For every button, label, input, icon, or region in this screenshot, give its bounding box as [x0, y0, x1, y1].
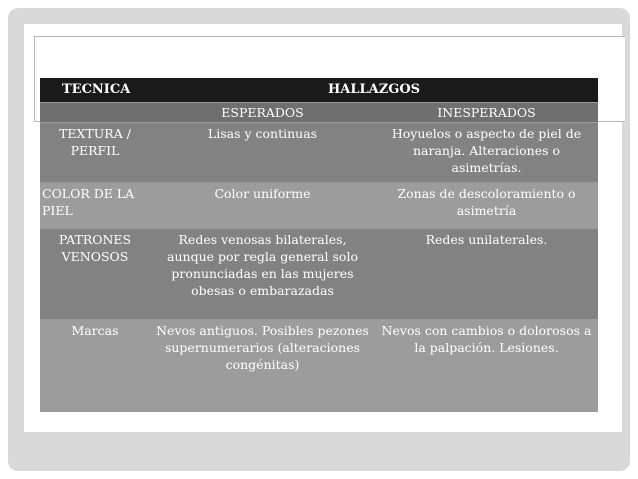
table-row — [40, 228, 598, 319]
row-expected: Lisas y continuas — [150, 122, 375, 182]
slide-background — [8, 8, 630, 471]
row-expected: Color uniforme — [150, 182, 375, 228]
row-technique: COLOR DE LA PIEL — [40, 182, 150, 228]
row-technique: Marcas — [40, 319, 150, 412]
header-technique: TECNICA — [40, 78, 150, 102]
row-technique: TEXTURA / PERFIL — [40, 122, 150, 182]
row-unexpected: Redes unilaterales. — [375, 228, 598, 319]
header-findings: HALLAZGOS — [150, 78, 598, 102]
row-expected: Nevos antiguos. Posibles pezones supernumerarios (alteraciones congénitas) — [150, 319, 375, 412]
row-expected: Redes venosas bilaterales, aunque por regla general solo pronunciadas en las mujeres obesas o embarazadas — [150, 228, 375, 319]
table-row — [40, 182, 598, 228]
subheader-blank — [40, 102, 150, 122]
row-unexpected: Nevos con cambios o dolorosos a la palpación. Lesiones. — [375, 319, 598, 412]
findings-table — [40, 78, 598, 412]
findings-table-container — [40, 78, 598, 412]
table-subheader-row — [40, 102, 598, 122]
subheader-unexpected: INESPERADOS — [375, 102, 598, 122]
table-row — [40, 319, 598, 412]
row-unexpected: Zonas de descoloramiento o asimetría — [375, 182, 598, 228]
table-header-row — [40, 78, 598, 102]
table-row — [40, 122, 598, 182]
row-unexpected: Hoyuelos o aspecto de piel de naranja. Alteraciones o asimetrías. — [375, 122, 598, 182]
row-technique: PATRONES VENOSOS — [40, 228, 150, 319]
subheader-expected: ESPERADOS — [150, 102, 375, 122]
